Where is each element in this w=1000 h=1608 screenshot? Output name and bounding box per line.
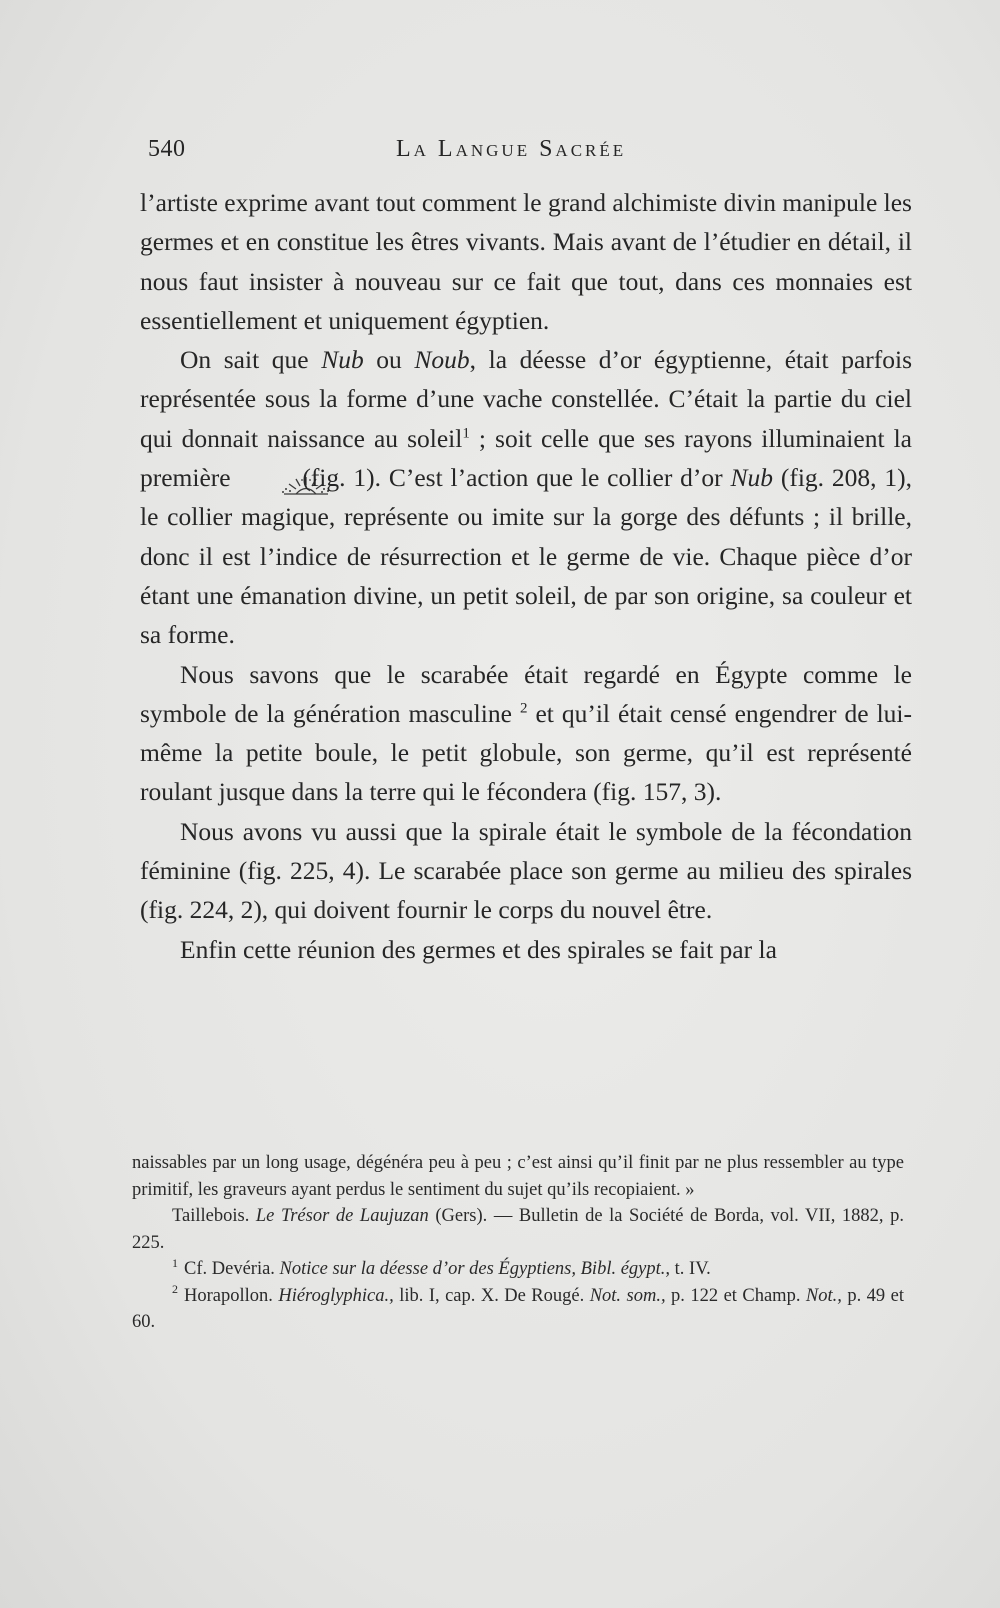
- paragraph-1: l’artiste exprime avant tout comment le grand alchimiste divin manipule les germes et en constitue les êtres vivants. Mais avant de l’étudier en détail, il nous faut insister à nouveau sur ce fait que tout, dans ces monnaies est essentiellement et uniquement égyptien.: [140, 188, 912, 335]
- text-span: Cf. Devéria.: [184, 1259, 280, 1279]
- text-span: Nous savons que le scarabée était regardé en Égypte comme le symbole de la génération masculine: [140, 659, 912, 728]
- italic-title: Le Trésor de Laujuzan: [255, 1206, 429, 1226]
- italic-nub: Nub: [321, 345, 364, 375]
- footnotes: [132, 1150, 904, 1336]
- rising-sun-hieroglyph-icon: [238, 469, 294, 491]
- italic-title: Not.,: [805, 1285, 842, 1306]
- footnote-1: [132, 1256, 904, 1283]
- text-span: ou: [363, 345, 415, 375]
- text-span: lib. I, cap. X. De Rougé.: [393, 1285, 590, 1306]
- paragraph-5: Enfin cette réunion des germes et des spirales se fait par la: [180, 934, 777, 964]
- footnote-taillebois: [132, 1203, 904, 1256]
- text-span: ; soit celle que ses rayons illuminaient la première: [140, 423, 912, 493]
- text-span: Horapollon.: [184, 1285, 279, 1306]
- page-header: [148, 128, 908, 168]
- body-text: [140, 183, 912, 969]
- text-span: (fig. 1). C’est l’action que le collier d’or: [294, 463, 731, 493]
- paragraph-4: Nous avons vu aussi que la spirale était le symbole de la fécondation féminine (fig. 225, 4). Le scarabée place son germe au milieu des spirales (fig. 224, 2), qui doivent fournir le corps du nouvel être.: [140, 816, 912, 925]
- text-span: Taillebois.: [172, 1206, 256, 1226]
- italic-nub: Nub: [730, 463, 774, 493]
- running-title: La Langue Sacrée: [396, 136, 627, 162]
- text-span: t. IV.: [670, 1259, 711, 1279]
- footnote-continuation: naissables par un long usage, dégénéra peu à peu ; c’est ainsi qu’il finit par ne plus ressembler au type primitif, les graveurs ayant perdus le sentiment du sujet qu’ils recopiaient. »: [132, 1153, 904, 1200]
- footnote-ref-1[interactable]: 1: [462, 425, 470, 442]
- italic-title: Notice sur la déesse d’or des Égyptiens, Bibl. égypt.,: [279, 1259, 671, 1279]
- text-span: , la déesse d’or égyptienne, était parfois représentée sous la forme d’une vache constellée. C’était la partie du ciel qui donnait naissance au soleil: [140, 345, 913, 453]
- footnote-2: [132, 1283, 904, 1336]
- page-number: 540: [148, 136, 186, 162]
- text-span: (Gers). — Bulletin de la Société de Borda, vol. VII, 1882, p. 225.: [132, 1206, 904, 1253]
- paragraph-3: [140, 655, 912, 812]
- text-span: p. 49 et 60.: [132, 1285, 904, 1332]
- text-span: p. 122 et Champ.: [665, 1285, 806, 1306]
- text-span: et qu’il était censé engendrer de lui-même la petite boule, le petit globule, son germe, qu’il est représenté roulant jusque dans la terre qui le fécondera (fig. 157, 3).: [140, 698, 913, 807]
- italic-noub: Noub: [414, 345, 470, 375]
- text-span: On sait que: [180, 345, 322, 375]
- footnote-number: 1: [172, 1255, 178, 1270]
- italic-title: Not. som.,: [589, 1285, 666, 1306]
- footnote-ref-2[interactable]: 2: [519, 700, 528, 717]
- italic-title: Hiéroglyphica.,: [278, 1285, 394, 1306]
- footnote-number: 2: [172, 1282, 178, 1297]
- text-span: (fig. 208, 1), le collier magique, représente ou imite sur la gorge des défunts ; il brille, donc il est l’indice de résurrection et le germe de vie. Chaque pièce d’or étant une émanation divine, un petit soleil, de par son origine, sa couleur et sa forme.: [140, 463, 913, 650]
- paragraph-2: [140, 340, 912, 654]
